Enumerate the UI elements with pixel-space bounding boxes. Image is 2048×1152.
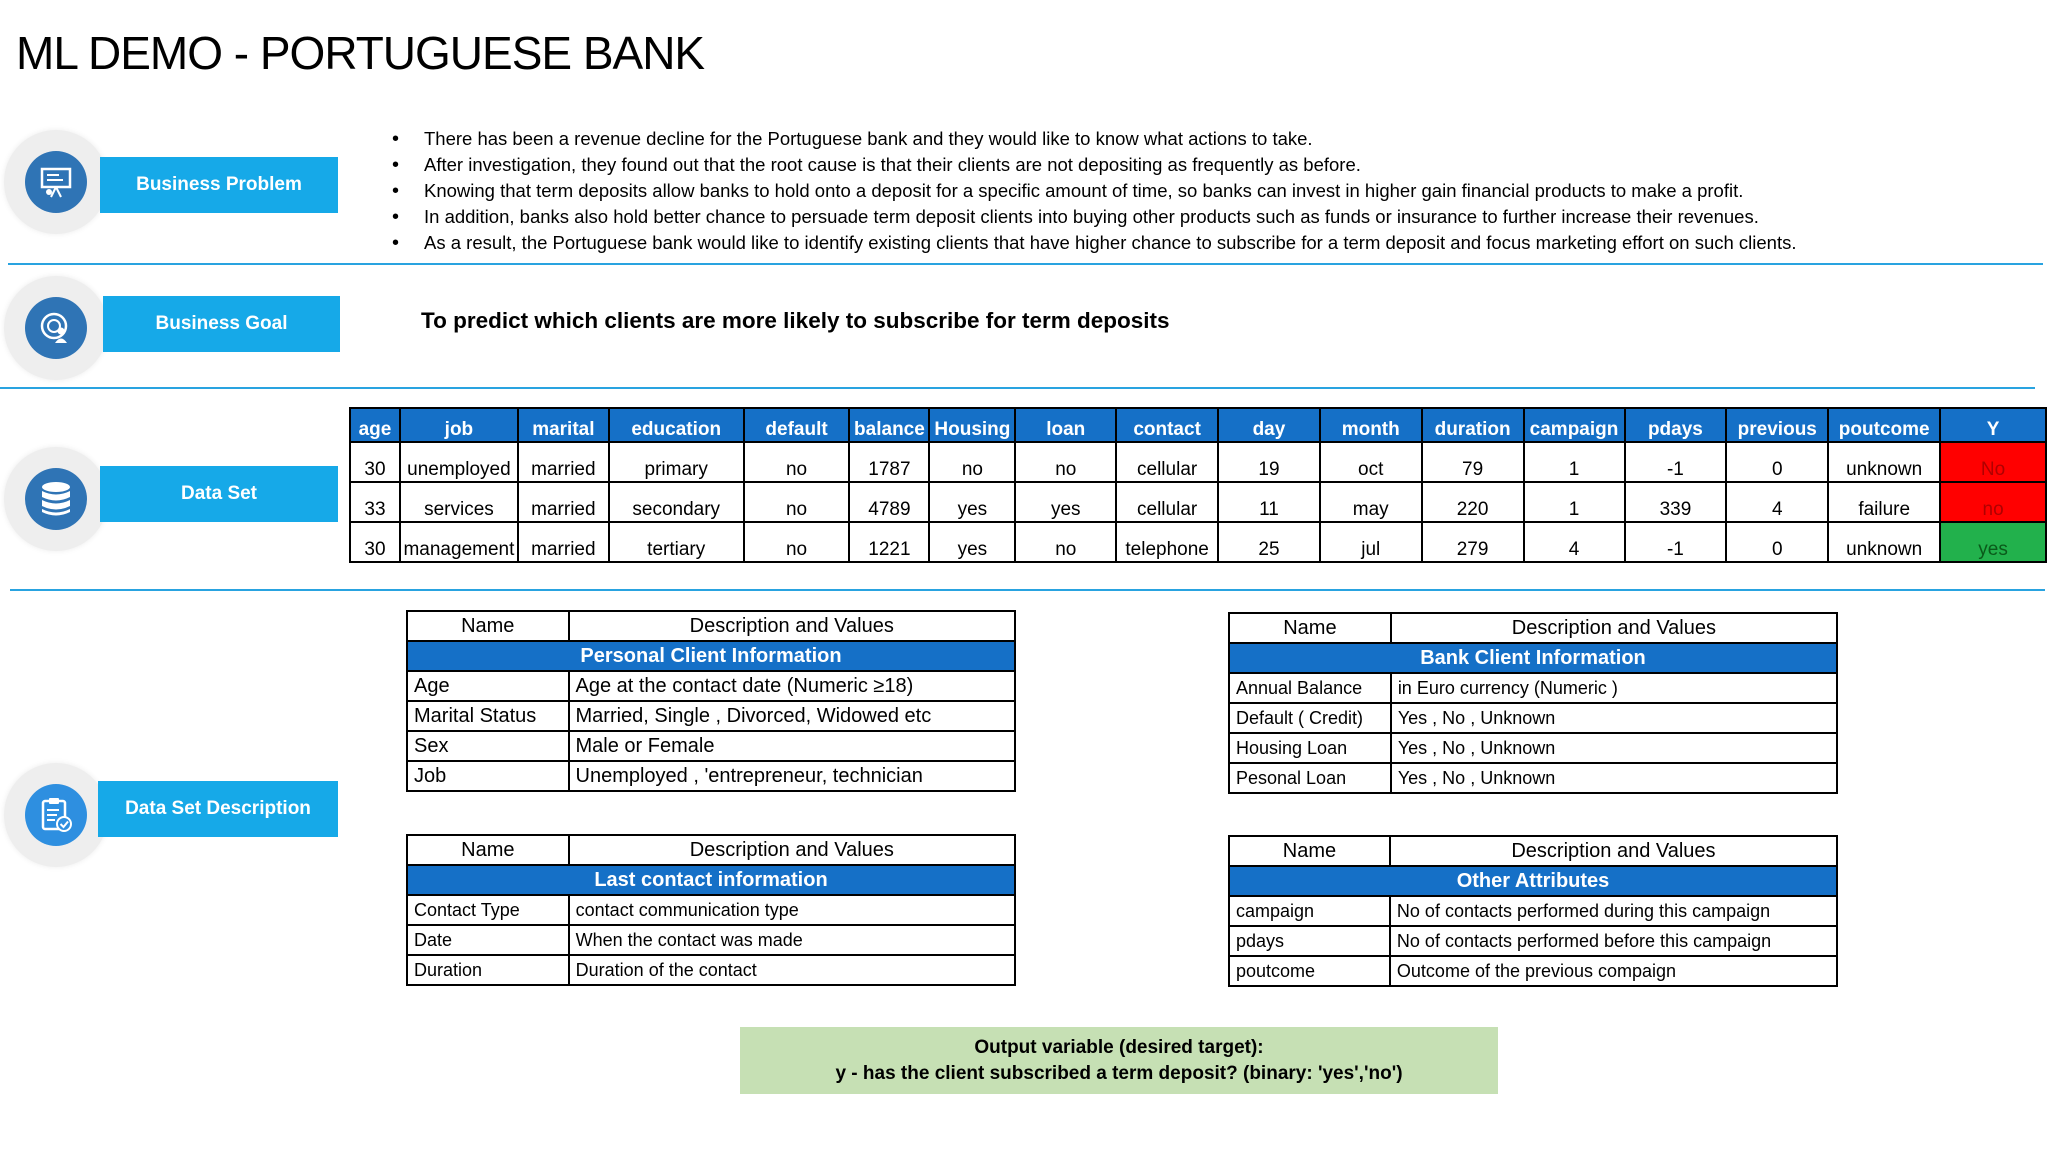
section-divider: [0, 387, 2035, 389]
column-header: loan: [1015, 408, 1116, 442]
output-line-2: y - has the client subscribed a term deposit? (binary: 'yes','no'): [835, 1062, 1403, 1084]
attr-name: Duration: [407, 955, 569, 985]
attr-desc: Male or Female: [569, 731, 1016, 761]
table-band-title: Personal Client Information: [407, 641, 1015, 671]
business-goal-text: To predict which clients are more likely to subscribe for term deposits: [421, 308, 1170, 333]
table-cell: no: [744, 482, 850, 522]
other-attributes-table: [1228, 835, 1838, 987]
table-cell: no: [1015, 442, 1116, 482]
table-cell: no: [1015, 522, 1116, 562]
data-set-badge: [4, 447, 108, 551]
attr-name: pdays: [1229, 926, 1390, 956]
name-header: Name: [1229, 613, 1391, 643]
attr-desc: contact communication type: [569, 895, 1015, 925]
table-cell: no: [929, 442, 1015, 482]
desc-header: Description and Values: [569, 611, 1016, 641]
attr-desc: Yes , No , Unknown: [1391, 703, 1837, 733]
last-contact-table: [406, 834, 1016, 986]
table-cell: unknown: [1828, 442, 1940, 482]
attr-desc: Yes , No , Unknown: [1391, 763, 1837, 793]
table-cell: yes: [929, 522, 1015, 562]
column-header: pdays: [1625, 408, 1727, 442]
attr-name: campaign: [1229, 896, 1390, 926]
table-cell: 1: [1524, 482, 1625, 522]
business-goal-badge: [4, 276, 108, 380]
table-cell: no: [744, 522, 850, 562]
attr-name: Default ( Credit): [1229, 703, 1391, 733]
table-cell: yes: [929, 482, 1015, 522]
table-cell: jul: [1320, 522, 1422, 562]
clipboard-check-icon: [25, 784, 87, 846]
column-header: Y: [1940, 408, 2046, 442]
table-cell: telephone: [1116, 522, 1218, 562]
attr-desc: No of contacts performed before this campaign: [1390, 926, 1837, 956]
personal-info-table: [406, 610, 1016, 792]
table-cell: married: [518, 482, 609, 522]
desc-header: Description and Values: [1390, 836, 1837, 866]
table-cell: 30: [350, 522, 400, 562]
bullet-item: • As a result, the Portuguese bank would like to identify existing clients that have higher chance to subscribe for a term deposit and focus marketing effort on such clients.: [392, 230, 1797, 256]
business-problem-badge: [4, 130, 108, 234]
bullet-item: • After investigation, they found out that the root cause is that their clients are not depositing as frequently as before.: [392, 152, 1797, 178]
table-cell: 0: [1726, 442, 1828, 482]
attr-desc: Married, Single , Divorced, Widowed etc: [569, 701, 1016, 731]
table-cell: 30: [350, 442, 400, 482]
attr-desc: When the contact was made: [569, 925, 1015, 955]
bullet-item: • Knowing that term deposits allow banks to hold onto a deposit for a specific amount of time, so banks can invest in higher gain financial products to make a profit.: [392, 178, 1797, 204]
database-icon: [25, 468, 87, 530]
attr-name: Contact Type: [407, 895, 569, 925]
table-cell: management: [400, 522, 518, 562]
table-cell: 33: [350, 482, 400, 522]
name-header: Name: [407, 611, 569, 641]
table-cell: married: [518, 522, 609, 562]
table-cell: oct: [1320, 442, 1422, 482]
table-cell: unemployed: [400, 442, 518, 482]
table-cell: no: [744, 442, 850, 482]
attr-desc: Age at the contact date (Numeric ≥18): [569, 671, 1016, 701]
table-cell: 25: [1218, 522, 1320, 562]
target-cell: yes: [1940, 522, 2046, 562]
column-header: campaign: [1524, 408, 1625, 442]
target-cell: No: [1940, 442, 2046, 482]
table-cell: secondary: [609, 482, 744, 522]
table-cell: 4: [1524, 522, 1625, 562]
table-cell: 0: [1726, 522, 1828, 562]
table-cell: services: [400, 482, 518, 522]
table-cell: tertiary: [609, 522, 744, 562]
column-header: previous: [1726, 408, 1828, 442]
bullet-item: • In addition, banks also hold better chance to persuade term deposit clients into buying other products such as funds or insurance to further increase their revenues.: [392, 204, 1797, 230]
attr-name: Marital Status: [407, 701, 569, 731]
table-cell: primary: [609, 442, 744, 482]
target-cell: no: [1940, 482, 2046, 522]
table-row: [350, 522, 2046, 562]
attr-name: Sex: [407, 731, 569, 761]
table-cell: 220: [1422, 482, 1524, 522]
bank-info-table: [1228, 612, 1838, 794]
attr-desc: Outcome of the previous compaign: [1390, 956, 1837, 986]
table-cell: cellular: [1116, 482, 1218, 522]
data-set-description-badge: [4, 763, 108, 867]
target-person-icon: [25, 297, 87, 359]
table-cell: 11: [1218, 482, 1320, 522]
output-variable-box: [740, 1027, 1498, 1094]
table-cell: 79: [1422, 442, 1524, 482]
table-row: [350, 482, 2046, 522]
attr-name: Date: [407, 925, 569, 955]
table-cell: -1: [1625, 522, 1727, 562]
section-divider: [10, 589, 2045, 591]
problem-bullets: [392, 126, 1797, 256]
desc-header: Description and Values: [569, 835, 1015, 865]
table-cell: unknown: [1828, 522, 1940, 562]
table-cell: -1: [1625, 442, 1727, 482]
attr-desc: Unemployed , 'entrepreneur, technician: [569, 761, 1016, 791]
column-header: contact: [1116, 408, 1218, 442]
attr-desc: Yes , No , Unknown: [1391, 733, 1837, 763]
attr-name: Pesonal Loan: [1229, 763, 1391, 793]
table-cell: 339: [1625, 482, 1727, 522]
column-header: age: [350, 408, 400, 442]
table-cell: failure: [1828, 482, 1940, 522]
data-set-label: Data Set: [100, 466, 338, 522]
business-goal-label: Business Goal: [103, 296, 340, 352]
data-set-description-label: Data Set Description: [98, 781, 338, 837]
column-header: marital: [518, 408, 609, 442]
table-cell: 1787: [849, 442, 929, 482]
column-header: job: [400, 408, 518, 442]
table-band-title: Bank Client Information: [1229, 643, 1837, 673]
table-cell: 4: [1726, 482, 1828, 522]
table-row: [350, 442, 2046, 482]
table-cell: 279: [1422, 522, 1524, 562]
column-header: education: [609, 408, 744, 442]
name-header: Name: [1229, 836, 1390, 866]
output-line-1: Output variable (desired target):: [974, 1036, 1264, 1058]
column-header: day: [1218, 408, 1320, 442]
table-cell: 1: [1524, 442, 1625, 482]
business-problem-label: Business Problem: [100, 157, 338, 213]
column-header: poutcome: [1828, 408, 1940, 442]
attr-desc: Duration of the contact: [569, 955, 1015, 985]
name-header: Name: [407, 835, 569, 865]
presentation-icon: [25, 151, 87, 213]
table-cell: yes: [1015, 482, 1116, 522]
bullet-item: • There has been a revenue decline for the Portuguese bank and they would like to know what actions to take.: [392, 126, 1797, 152]
section-divider: [8, 263, 2043, 265]
attr-name: Age: [407, 671, 569, 701]
table-cell: 4789: [849, 482, 929, 522]
attr-name: poutcome: [1229, 956, 1390, 986]
column-header: default: [744, 408, 850, 442]
table-band-title: Last contact information: [407, 865, 1015, 895]
table-cell: may: [1320, 482, 1422, 522]
page-title: ML DEMO - PORTUGUESE BANK: [16, 27, 705, 79]
column-header: Housing: [929, 408, 1015, 442]
data-set-table: [349, 407, 2047, 563]
table-band-title: Other Attributes: [1229, 866, 1837, 896]
table-cell: 19: [1218, 442, 1320, 482]
desc-header: Description and Values: [1391, 613, 1837, 643]
table-cell: married: [518, 442, 609, 482]
column-header: duration: [1422, 408, 1524, 442]
column-header: balance: [849, 408, 929, 442]
attr-desc: in Euro currency (Numeric ): [1391, 673, 1837, 703]
attr-name: Housing Loan: [1229, 733, 1391, 763]
column-header: month: [1320, 408, 1422, 442]
attr-name: Annual Balance: [1229, 673, 1391, 703]
table-cell: cellular: [1116, 442, 1218, 482]
table-cell: 1221: [849, 522, 929, 562]
attr-name: Job: [407, 761, 569, 791]
attr-desc: No of contacts performed during this campaign: [1390, 896, 1837, 926]
